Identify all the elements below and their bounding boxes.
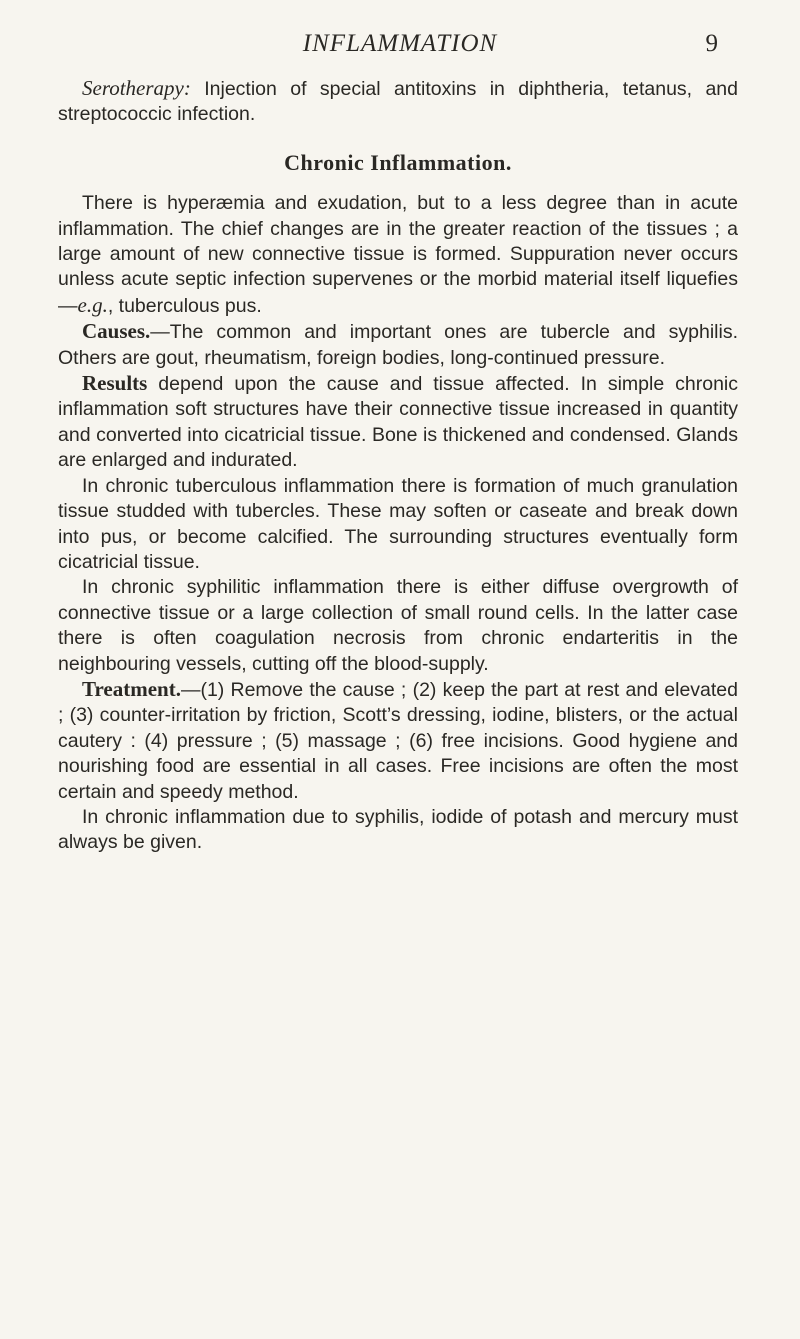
results-text: depend upon the cause and tissue affected. In simple chronic inflammation soft structures have their connective tissue increased in quantity and converted into cicatricial tissue. Bone is thickened and condensed. Glands are enlarged and indurated.: [58, 373, 738, 472]
running-title: INFLAMMATION: [302, 30, 498, 57]
treatment-text: —(1) Remove the cause ; (2) keep the part at rest and elevated ; (3) counter-irritation by friction, Scott’s dressing, iodine, blisters, or the actual cautery : (4) pressure ; (5) massage ; (6) free incisions. Good hygiene and nourishing food are essential in all cases. Free incisions are often the most certain and speedy method.: [58, 678, 738, 803]
intro-example: e.g.: [77, 292, 108, 317]
causes-paragraph: [58, 319, 738, 371]
intro-text-after: , tuberculous pus.: [107, 294, 262, 317]
serotherapy-paragraph: [58, 76, 738, 128]
causes-text: —The common and important ones are tubercle and syphilis. Others are gout, rheumatism, foreign bodies, long-continued pressure.: [58, 321, 738, 369]
page-number: 9: [705, 30, 718, 57]
serotherapy-text: Injection of special antitoxins in diphtheria, tetanus, and streptococcic infection.: [58, 78, 738, 126]
syphilitic-paragraph: In chronic syphilitic inflammation there is either diffuse overgrowth of connective tissue or a large collection of small round cells. In the latter case there is often coagulation necrosis from chronic endarteritis in the neighbouring vessels, cutting off the blood-supply.: [58, 576, 738, 675]
section-heading: Chronic Inflammation.: [284, 149, 512, 175]
body-text: [58, 76, 738, 856]
results-paragraph: [58, 371, 738, 474]
closing-paragraph: In chronic inflammation due to syphilis, iodide of potash and mercury must always be given.: [58, 805, 738, 854]
intro-paragraph: [58, 191, 738, 319]
tuberculous-paragraph: In chronic tuberculous inflammation there is formation of much granulation tissue studded with tubercles. These may soften or caseate and break down into pus, or become calcified. The surrounding structures eventually form cicatricial tissue.: [58, 474, 738, 573]
intro-text-before: There is hyperæmia and exudation, but to a less degree than in acute inflammation. The chief changes are in the greater reaction of the tissues ; a large amount of new connective tissue is formed. Suppuration never occurs unless acute septic infection supervenes or the morbid material itself liquefies—: [58, 192, 738, 317]
treatment-paragraph: [58, 677, 738, 805]
serotherapy-label: Serotherapy:: [82, 76, 191, 100]
causes-label: Causes.: [82, 319, 151, 344]
running-head: [0, 30, 800, 66]
results-label: Results: [82, 371, 148, 396]
treatment-label: Treatment.: [82, 676, 181, 701]
